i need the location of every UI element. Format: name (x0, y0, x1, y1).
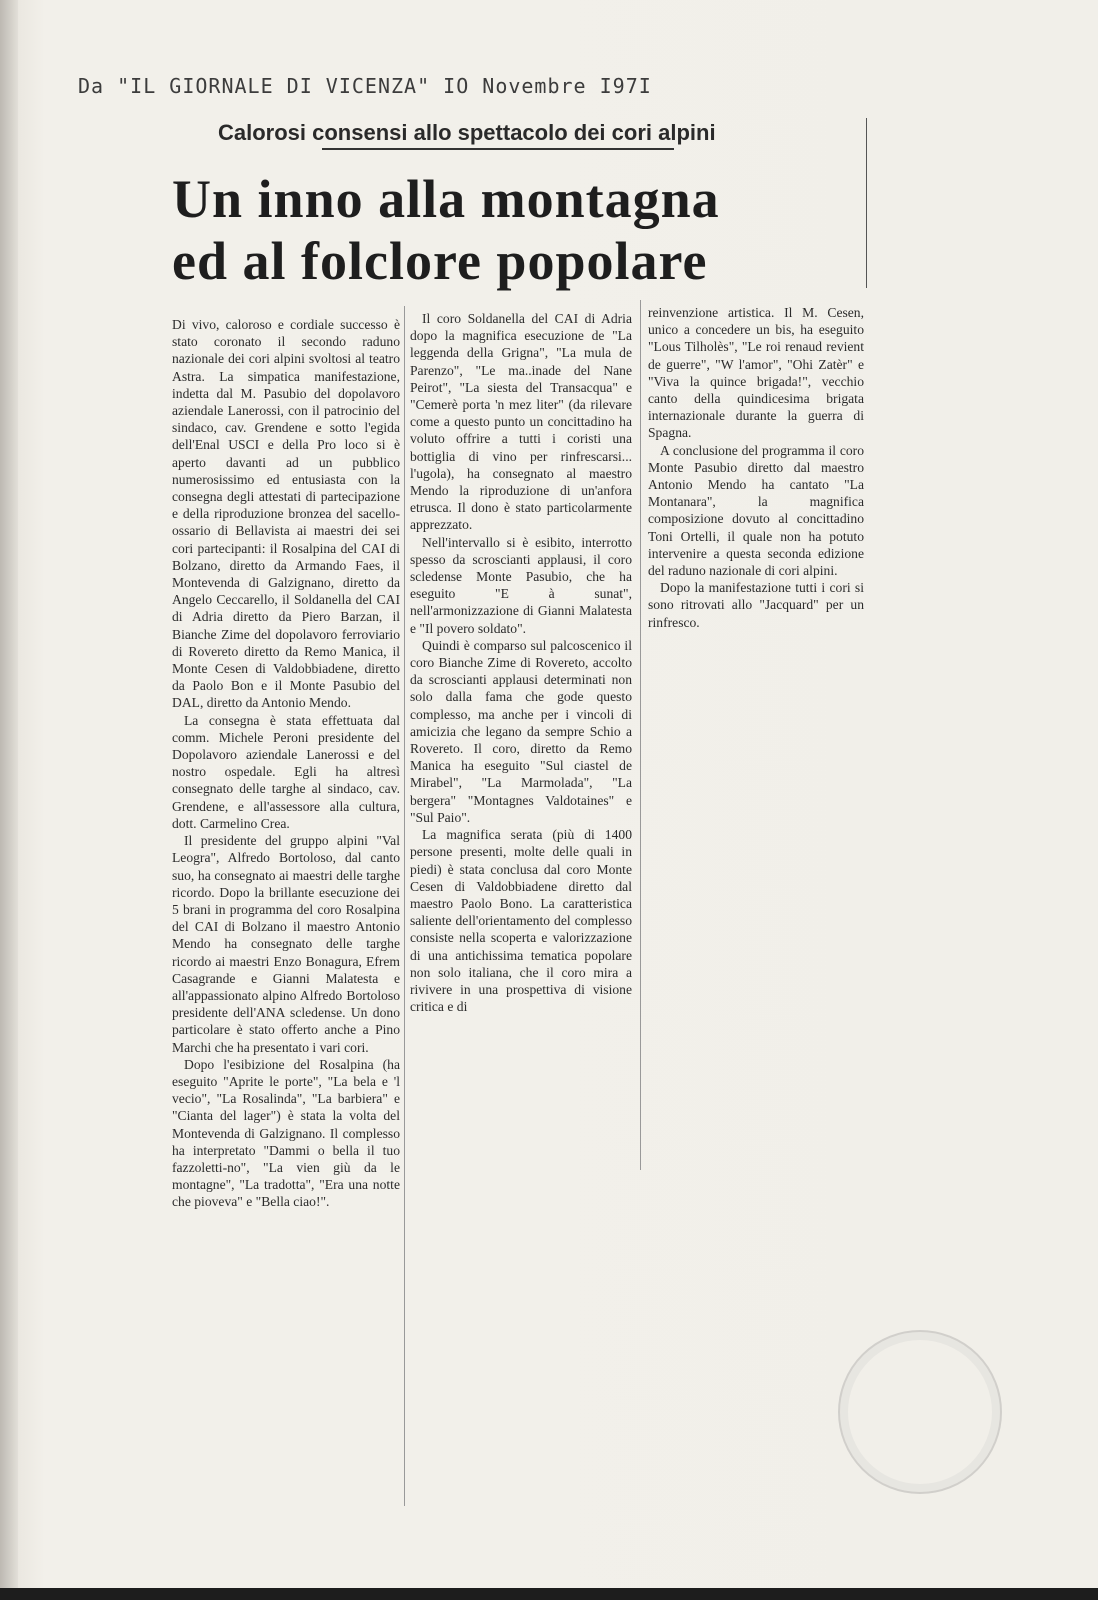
headline-line-2: ed al folclore popolare (172, 231, 708, 291)
headline-line-1: Un inno alla montagna (172, 169, 720, 229)
column-rule-1 (404, 306, 405, 1506)
scan-bottom-edge (0, 1588, 1098, 1600)
paragraph: Di vivo, caloroso e cordiale successo è stato coronato il secondo raduno nazionale dei cori alpini svoltosi al teatro Astra. La simpatica manifestazione, indetta dal M. Pasubio del dopolavoro aziendale Lanerossi, con il patrocinio del sindaco, cav. Grendene e sotto l'egida dell'Enal USCI e della Pro loco si è aperto davanti ad un pubblico numerosissimo ed entusiasta con la consegna degli attestati di partecipazione e della riproduzione bronzea del sacello-ossario di Bellavista ai maestri dei sei cori partecipanti: il Rosalpina del CAI di Bolzano, diretto da Armando Faes, il Montevenda di Galzignano, diretto da Angelo Ceccarello, il Soldanella del CAI di Adria diretto da Piero Barzan, il Bianche Zime del dopolavoro ferroviario di Rovereto diretto da Remo Manica, il Monte Cesen di Valdobbiadene, diretto da Paolo Bon e il Monte Pasubio del DAL, diretto da Antonio Mendo. (172, 317, 400, 711)
paragraph: La consegna è stata effettuata dal comm. Michele Peroni presidente del Dopolavoro aziendale Lanerossi e del nostro ospedale. Egli ha altresì consegnato delle targhe al sindaco, cav. Grendene, e all'assessore alla cultura, dott. Carmelino Crea. (172, 712, 400, 831)
column-rule-2 (640, 300, 641, 1170)
article-column-2 (410, 310, 632, 1015)
paragraph: Dopo la manifestazione tutti i cori si sono ritrovati allo "Jacquard" per un rinfresco. (648, 580, 864, 630)
paragraph: Quindi è comparso sul palcoscenico il coro Bianche Zime di Rovereto, accolto da scroscianti applausi determinati non solo dalla fama che gode questo complesso, ma anche per i vincoli di amicizia che legano da sempre Schio a Rovereto. Il coro, diretto da Remo Manica ha eseguito "Sul ciastel de Mirabel", "La Marmolada", "La bergera" "Montagnes Valdotaines" e "Sul Paio". (410, 637, 632, 825)
paragraph: Dopo l'esibizione del Rosalpina (ha eseguito "Aprite le porte", "La bela e 'l vecio", "La Rosalinda", "La barbiera" e "Cianta del lager") è stata la volta del Montevenda di Galzignano. Il complesso ha interpretato "Dammi o bella il tuo fazzoletti-no", "La vien giù da le montagne", "La tradotta", "Era una notte che pioveva" e "Bella ciao!". (172, 1056, 400, 1210)
paragraph: A conclusione del programma il coro Monte Pasubio diretto dal maestro Antonio Mendo ha cantato "La Montanara", la magnifica composizione dovuto al concittadino Toni Ortelli, il quale non ha potuto intervenire a questa seconda edizione del raduno nazionale di cori alpini. (648, 442, 864, 579)
faded-stamp (838, 1330, 1002, 1494)
paragraph: reinvenzione artistica. Il M. Cesen, unico a concedere un bis, ha eseguito "Lous Tilholès", "Le roi renaud revient de guerre", "W l'amor", "Ohi Zatèr" e "Viva la quince brigada!", vecchio canto della quindicesima brigata internazionale durante la guerra di Spagna. (648, 305, 864, 441)
article-kicker: Calorosi consensi allo spettacolo dei cori alpini (218, 120, 716, 145)
article-column-1 (172, 316, 400, 1211)
paragraph: La magnifica serata (più di 1400 persone presenti, molte delle quali in piedi) è stata conclusa dal coro Monte Cesen di Valdobbiadene diretto dal maestro Paolo Bono. La caratteristica saliente dell'orientamento del complesso consiste nella scoperta e valorizzazione di una antichissima tematica popolare non solo italiana, che il coro mira a rivivere in una prospettiva di visione critica e di (410, 827, 632, 1015)
article-headline (172, 168, 862, 292)
article-column-3 (648, 304, 864, 631)
column-rule-right (866, 118, 867, 288)
paragraph: Nell'intervallo si è esibito, interrotto spesso da scroscianti applausi, il coro scledense Monte Pasubio, che ha eseguito "E à sunat", nell'armonizzazione di Gianni Malatesta e "Il povero soldato". (410, 534, 632, 636)
page-binding-edge (0, 0, 18, 1600)
paragraph: Il presidente del gruppo alpini "Val Leogra", Alfredo Bortoloso, dal canto suo, ha consegnato ai maestri delle targhe ricordo. Dopo la brillante esecuzione dei 5 brani in programma del coro Rosalpina del CAI di Bolzano il maestro Antonio Mendo ha consegnato delle targhe ricordo ai maestri Enzo Bonagura, Efrem Casagrande e Gianni Malatesta e all'appassionato alpino Alfredo Bortoloso presidente dell'ANA scledense. Un dono particolare è stato offerto anche a Pino Marchi che ha presentato i vari cori. (172, 833, 400, 1055)
kicker-underline (322, 148, 674, 150)
paragraph: Il coro Soldanella del CAI di Adria dopo la magnifica esecuzione de "La leggenda della Grigna", "La mula de Parenzo", "Le ma..inade del Nane Peirot", "La siesta del Transacqua" e "Cemerè porta 'n mez liter" (da rilevare come a questo punto un concittadino ha voluto offrire a tutti i coristi una bottiglia di vino per rinfrescarsi... l'ugola), ha consegnato al maestro Mendo la riproduzione di un'anfora etrusca. Il dono è stato particolarmente apprezzato. (410, 311, 632, 533)
source-citation: Da "IL GIORNALE DI VICENZA" IO Novembre I97I (78, 74, 652, 98)
